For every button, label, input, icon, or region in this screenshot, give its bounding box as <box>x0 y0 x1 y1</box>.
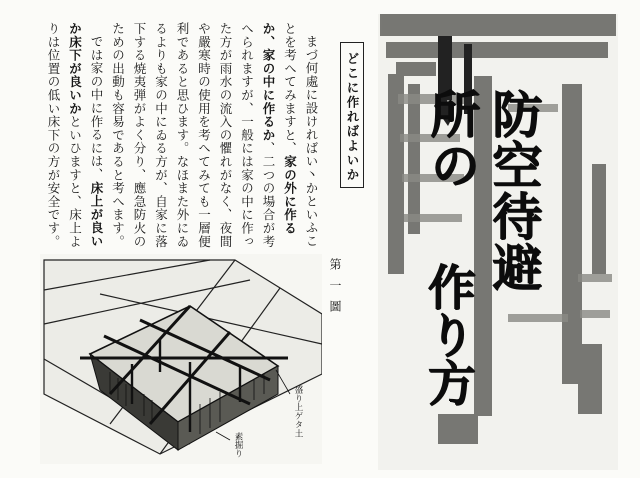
paragraph-2-text-b: といひますと、床上よりは位置の低い床下の方が安全です。 <box>46 22 83 249</box>
paragraph-1 <box>107 22 322 254</box>
figure-label-mound: 盛り上ゲタ土 <box>293 385 303 438</box>
article-body <box>22 22 322 254</box>
figure-caption: 第一圖 <box>328 258 342 321</box>
paragraph-1-text-a: まづ何處に設ければい丶かといふことを考へてみますと、 <box>282 22 319 248</box>
paragraph-2-text-a: では家の中に作るには、 <box>89 34 104 181</box>
paragraph-2 <box>43 22 108 254</box>
floor-shelter-drawing <box>40 254 322 464</box>
paragraph-2-emphasis: 床上が良いか床下が良いか <box>67 22 104 248</box>
paragraph-1-emphasis: 家の外に作るか、家の中に作るか <box>261 22 298 235</box>
section-subheading: どこに作ればよいか <box>340 42 364 188</box>
figure-label-dig: 素掘り <box>233 432 243 458</box>
title-line-1: 防空待避所の <box>422 88 542 292</box>
paragraph-1-text-b: 、二つの場合が考へられますが、一般には家の中に作った方が雨水の流入の懼れがなく、夜間や嚴寒時の使用を考へてみても一層便利であると思ひます。なほまた外にゐるよりも家の中にゐる方が、自家に落下する焼夷弾がよく分り、應急防火のための出動も容易であると考へます。 <box>110 22 276 249</box>
title-line-2: 作り方 <box>419 262 475 406</box>
floor-shelter-illustration <box>40 254 322 464</box>
